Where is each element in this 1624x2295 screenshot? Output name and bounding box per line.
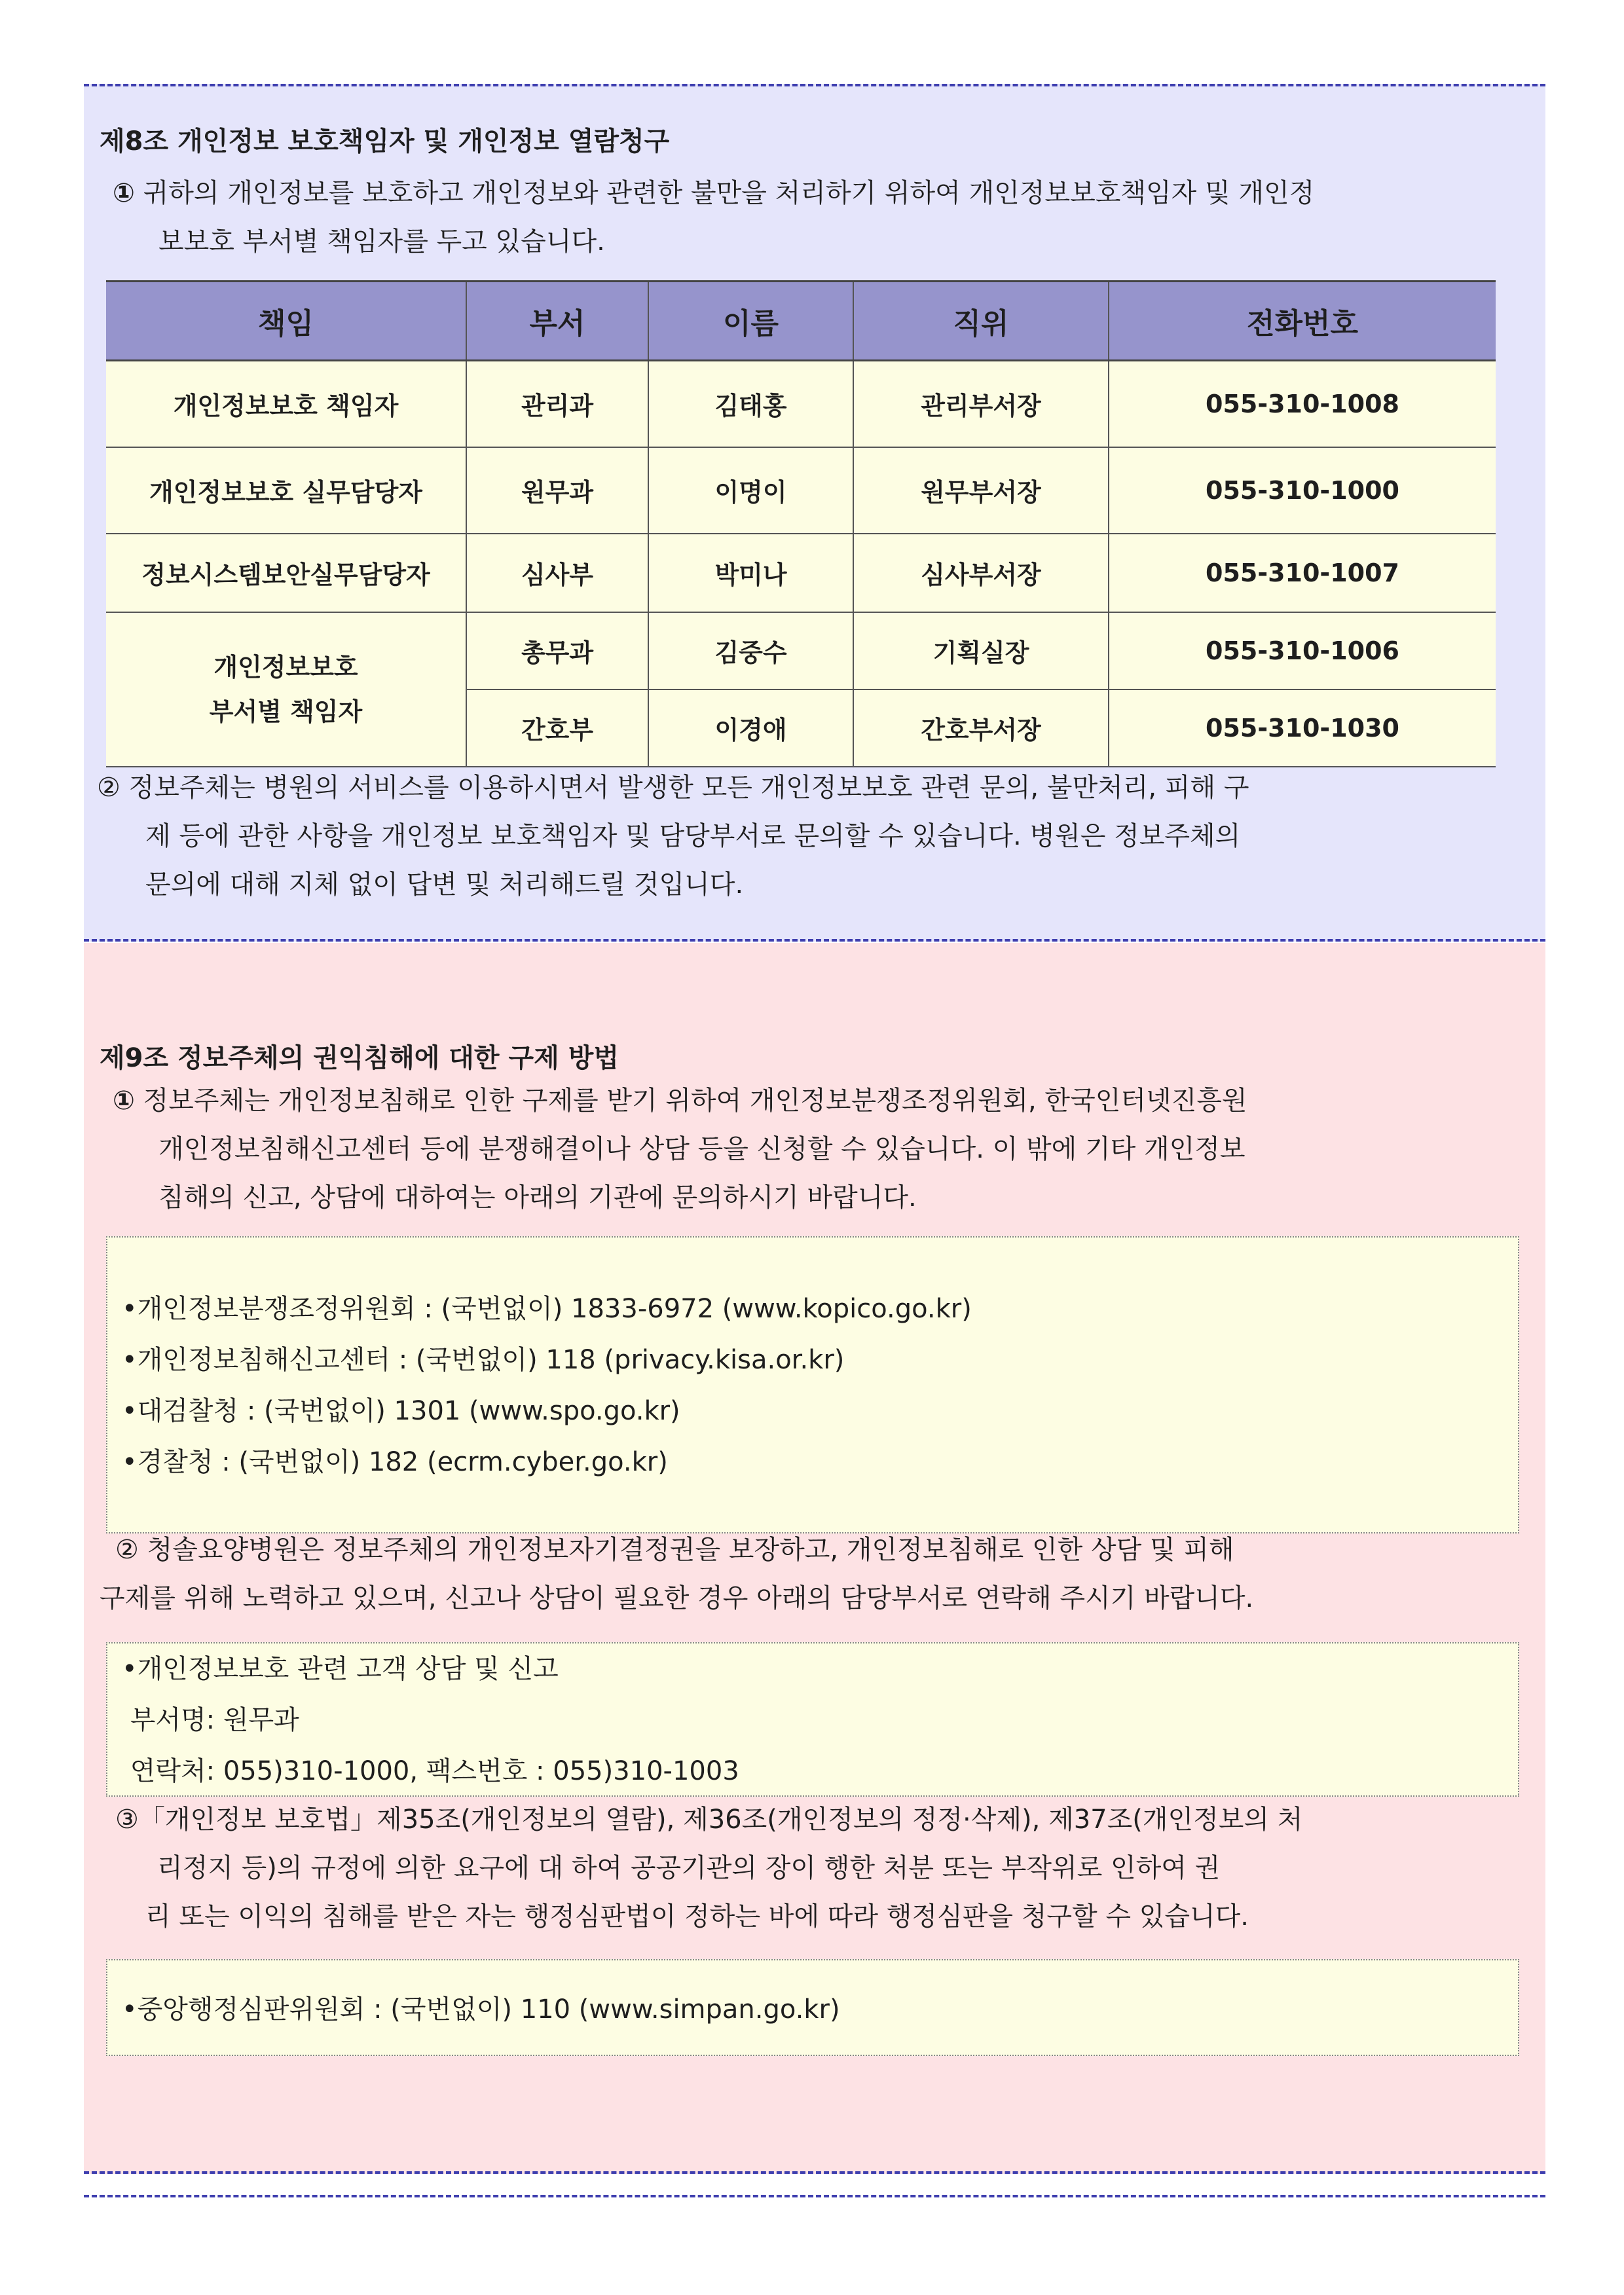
dept-cell: 총무과 [466, 612, 648, 689]
section-9-paragraph-2 [100, 1526, 1522, 1623]
administrative-appeal-box [106, 1959, 1519, 2056]
section-9-paragraph-3 [115, 1795, 1522, 1941]
bottom-dashed-rule [84, 2195, 1545, 2197]
paragraph-line: 개인정보침해신고센터 등에 분쟁해결이나 상담 등을 신청할 수 있습니다. 이 밖에 기타 개인정보 [158, 1134, 1246, 1164]
paragraph-line: 귀하의 개인정보를 보호하고 개인정보와 관련한 불만을 처리하기 위하여 개인정보보호책임자 및 개인정 [143, 178, 1315, 208]
agency-line: •대검찰청 : (국번없이) 1301 (www.spo.go.kr) [122, 1396, 680, 1426]
paragraph-marker: ② [97, 773, 120, 803]
paragraph-line: 제 등에 관한 사항을 개인정보 보호책임자 및 담당부서로 문의할 수 있습니다. 병원은 정보주체의 [145, 821, 1241, 851]
phone-cell: 055-310-1030 [1109, 689, 1496, 767]
paragraph-line: 정보주체는 병원의 서비스를 이용하시면서 발생한 모든 개인정보보호 관련 문의, 불만처리, 피해 구 [128, 773, 1249, 803]
name-cell: 이명이 [648, 447, 853, 534]
dept-cell: 원무과 [466, 447, 648, 534]
dept-cell: 간호부 [466, 689, 648, 767]
contact-line: 연락처: 055)310-1000, 팩스번호 : 055)310-1003 [122, 1756, 739, 1786]
paragraph-line: ② 청솔요양병원은 정보주체의 개인정보자기결정권을 보장하고, 개인정보침해로 인한 상담 및 피해 [115, 1535, 1234, 1565]
responsible-persons-table [106, 280, 1496, 767]
agency-line: •개인정보침해신고센터 : (국번없이) 118 (privacy.kisa.or.kr) [122, 1345, 845, 1375]
contact-agencies-box [106, 1236, 1519, 1533]
paragraph-line: 리정지 등)의 규정에 의한 요구에 대 하여 공공기관의 장이 행한 처분 또는 부작위로 인하여 권 [157, 1853, 1221, 1883]
table-header-cell: 책임 [106, 282, 466, 361]
table-row [106, 361, 1496, 447]
position-cell: 원무부서장 [853, 447, 1109, 534]
role-cell: 개인정보보호 책임자 [106, 361, 466, 447]
role-cell: 정보시스템보안실무담당자 [106, 534, 466, 612]
section-9-paragraph-1 [113, 1076, 1514, 1222]
agency-line: •경찰청 : (국번없이) 182 (ecrm.cyber.go.kr) [122, 1447, 668, 1477]
section-8-title: 제8조 개인정보 보호책임자 및 개인정보 열람청구 [100, 126, 670, 156]
role-cell-merged [106, 612, 466, 767]
paragraph-line: 보보호 부서별 책임자를 두고 있습니다. [158, 227, 605, 257]
paragraph-line: 정보주체는 개인정보침해로 인한 구제를 받기 위하여 개인정보분쟁조정위원회, 한국인터넷진흥원 [143, 1086, 1247, 1116]
section-8-paragraph-2 [97, 763, 1519, 909]
paragraph-line: ③「개인정보 보호법」제35조(개인정보의 열람), 제36조(개인정보의 정정·삭제), 제37조(개인정보의 처 [115, 1805, 1303, 1835]
hospital-contact-box [106, 1642, 1519, 1797]
paragraph-line: 문의에 대해 지체 없이 답변 및 처리해드릴 것입니다. [145, 870, 744, 900]
table-header-row [106, 282, 1496, 361]
appeal-line: •중앙행정심판위원회 : (국번없이) 110 (www.simpan.go.kr) [122, 1994, 840, 2025]
position-cell: 기획실장 [853, 612, 1109, 689]
table-header-cell: 전화번호 [1109, 282, 1496, 361]
table-row [106, 612, 1496, 689]
paragraph-line: 구제를 위해 노력하고 있으며, 신고나 상담이 필요한 경우 아래의 담당부서로 연락해 주시기 바랍니다. [100, 1583, 1254, 1613]
bottom-dashed-rule [84, 2171, 1545, 2174]
position-cell: 간호부서장 [853, 689, 1109, 767]
paragraph-line: 리 또는 이익의 침해를 받은 자는 행정심판법이 정하는 바에 따라 행정심판을 청구할 수 있습니다. [145, 1901, 1249, 1932]
phone-cell: 055-310-1007 [1109, 534, 1496, 612]
table-header-cell: 부서 [466, 282, 648, 361]
phone-cell: 055-310-1006 [1109, 612, 1496, 689]
role-line: 부서별 책임자 [209, 697, 363, 726]
section-9-title: 제9조 정보주체의 권익침해에 대한 구제 방법 [100, 1043, 619, 1073]
table-header-cell: 이름 [648, 282, 853, 361]
name-cell: 김중수 [648, 612, 853, 689]
position-cell: 심사부서장 [853, 534, 1109, 612]
dept-cell: 관리과 [466, 361, 648, 447]
section-8-paragraph-1 [113, 169, 1507, 266]
paragraph-line: 침해의 신고, 상담에 대하여는 아래의 기관에 문의하시기 바랍니다. [158, 1183, 917, 1213]
table-row [106, 534, 1496, 612]
table-row [106, 447, 1496, 534]
phone-cell: 055-310-1008 [1109, 361, 1496, 447]
paragraph-marker: ① [113, 1086, 135, 1116]
role-line: 개인정보보호 [213, 652, 358, 682]
name-cell: 박미나 [648, 534, 853, 612]
dept-cell: 심사부 [466, 534, 648, 612]
name-cell: 김태홍 [648, 361, 853, 447]
contact-line: •개인정보보호 관련 고객 상담 및 신고 [122, 1654, 559, 1684]
paragraph-marker: ① [113, 178, 135, 208]
contact-line: 부서명: 원무과 [122, 1705, 299, 1735]
position-cell: 관리부서장 [853, 361, 1109, 447]
phone-cell: 055-310-1000 [1109, 447, 1496, 534]
role-cell: 개인정보보호 실무담당자 [106, 447, 466, 534]
name-cell: 이경애 [648, 689, 853, 767]
agency-line: •개인정보분쟁조정위원회 : (국번없이) 1833-6972 (www.kopico.go.kr) [122, 1294, 972, 1324]
table-header-cell: 직위 [853, 282, 1109, 361]
